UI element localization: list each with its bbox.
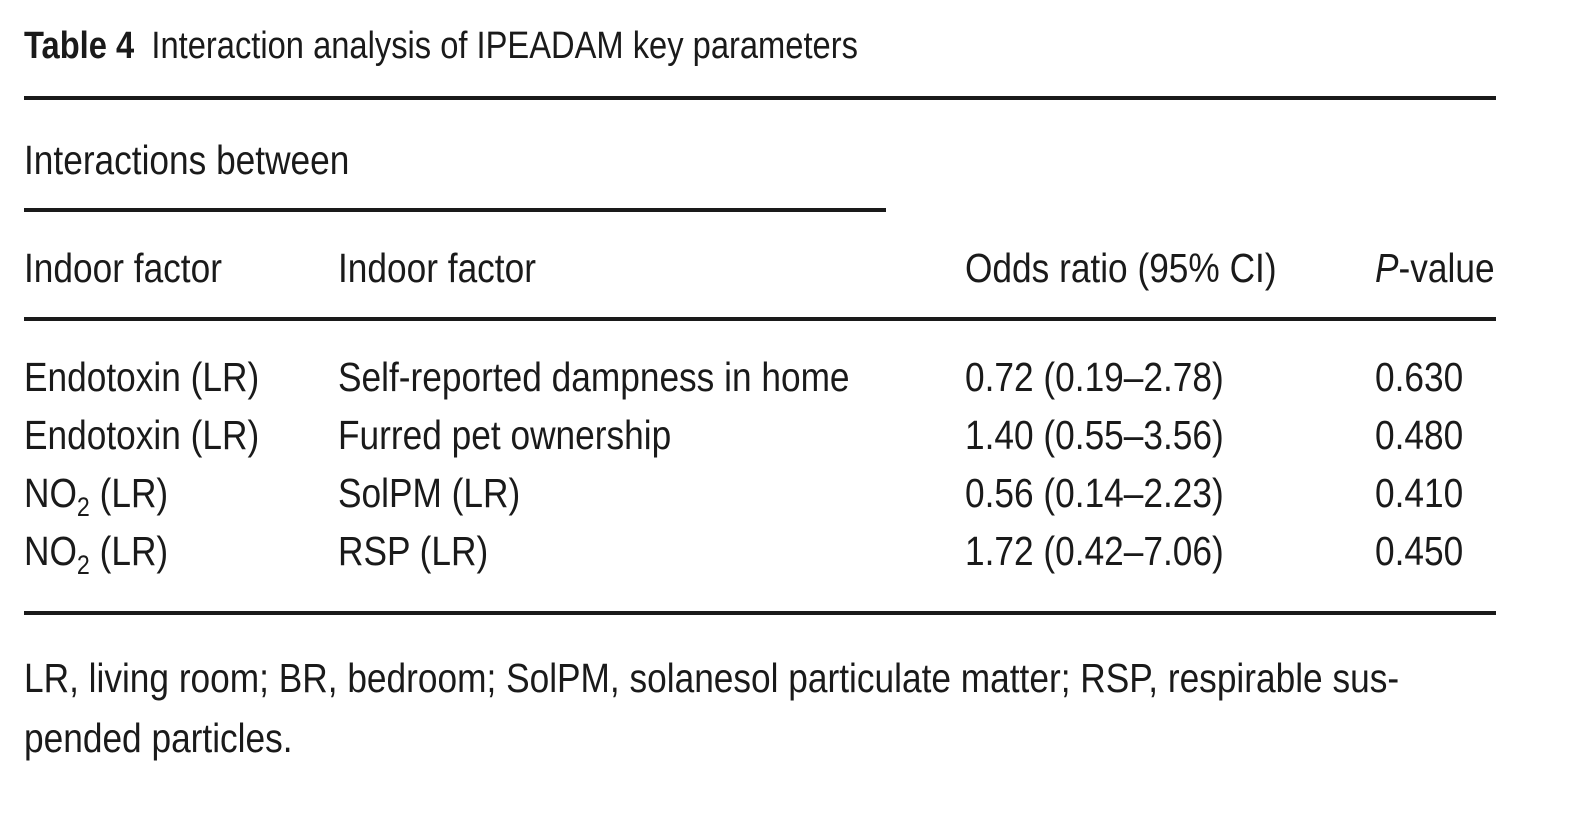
table-label: Table 4 xyxy=(24,25,135,67)
footnote-line-1: LR, living room; BR, bedroom; SolPM, solanesol particulate matter; RSP, respirable sus- xyxy=(24,655,1400,701)
table-row-2-odds-ratio: 1.40 (0.55–3.56) xyxy=(965,412,1224,458)
table-row-3-factor2: SolPM (LR) xyxy=(338,470,521,516)
table-row-4-p-value: 0.450 xyxy=(1375,528,1464,574)
table-row-4-factor1: $NO_2$ (LR) xyxy=(24,528,169,580)
header-factor1: Indoor factor xyxy=(24,245,222,291)
table-row-1-p-value: 0.630 xyxy=(1375,354,1464,400)
header-factor2: Indoor factor xyxy=(338,245,536,291)
table-row-3-factor1: $NO_2$ (LR) xyxy=(24,470,169,522)
table-row-1-odds-ratio: 0.72 (0.19–2.78) xyxy=(965,354,1224,400)
header-rule xyxy=(24,317,1496,321)
group-header: Interactions between xyxy=(24,137,350,183)
table-row-1-factor1: Endotoxin (LR) xyxy=(24,354,260,400)
bottom-rule xyxy=(24,611,1496,615)
table-row-3-odds-ratio: 0.56 (0.14–2.23) xyxy=(965,470,1224,516)
table-row-3-p-value: 0.410 xyxy=(1375,470,1464,516)
table-row-2-factor1: Endotoxin (LR) xyxy=(24,412,260,458)
table-row-4-factor2: RSP (LR) xyxy=(338,528,489,574)
header-odds-ratio: Odds ratio (95% CI) xyxy=(965,245,1277,291)
top-rule xyxy=(24,96,1496,100)
table-row-2-factor2: Furred pet ownership xyxy=(338,412,672,458)
footnote-line-2: pended particles. xyxy=(24,715,293,761)
table-row-2-p-value: 0.480 xyxy=(1375,412,1464,458)
table-row-4-odds-ratio: 1.72 (0.42–7.06) xyxy=(965,528,1224,574)
header-p-value: P-value xyxy=(1375,245,1495,291)
table-caption xyxy=(24,22,858,70)
table-title: Interaction analysis of IPEADAM key parameters xyxy=(151,25,858,67)
table-footnote xyxy=(24,648,1486,768)
table-row-1-factor2: Self-reported dampness in home xyxy=(338,354,850,400)
group-rule xyxy=(24,208,886,212)
